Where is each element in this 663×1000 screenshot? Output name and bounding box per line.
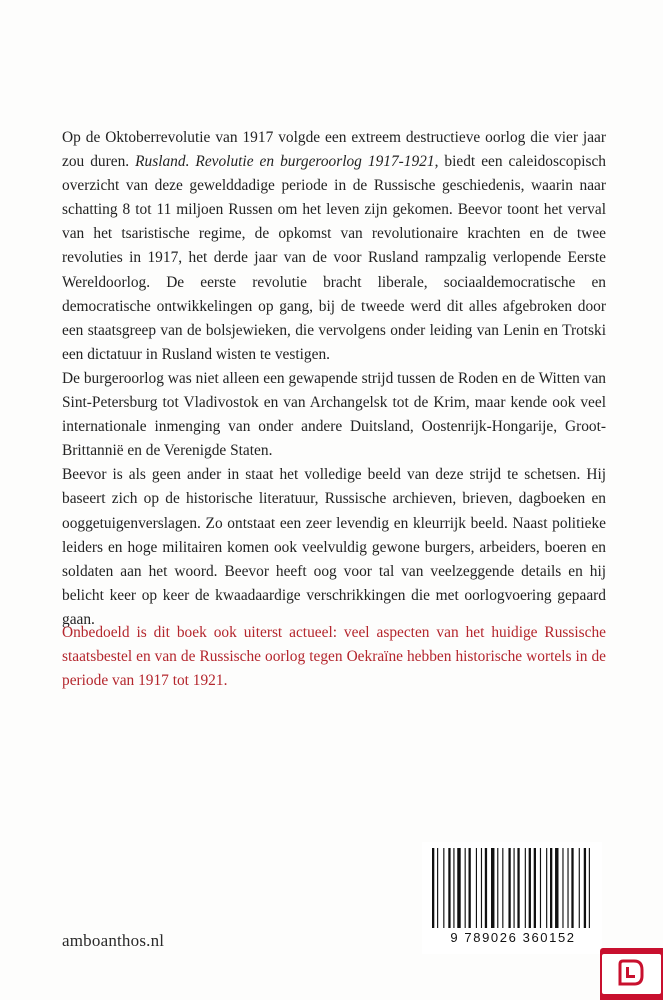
blurb-paragraph-3: Beevor is als geen ander in staat het volledige beeld van deze strijd te schetsen. Hij baseert zich op de historische literatuur, Russische archieven, brieven, dagboeken en ooggetuigenverslagen. Zo ontstaat een zeer levendig en kleurrijk beeld. Naast politieke leiders en hoge militairen komen ook veelvuldig gewone burgers, arbeiders, boeren en soldaten aan het woord. Beevor heeft oog voor tal van veelzeggende details en hij belicht keer op keer de kwaadaardige verschrikkingen die met oorlogvoering gepaard gaan. [62,466,606,628]
barcode-number: 9 789026 360152 [450,930,576,945]
barcode-bar [567,848,568,928]
barcode-bar [481,848,482,928]
watermark-label [602,954,661,994]
barcode-bar [546,848,547,928]
barcode-bar [502,848,503,928]
barcode-bar [525,848,526,928]
barcode-bar [555,848,558,928]
barcode-bar [508,848,510,928]
barcode-bars [422,842,602,932]
book-title-italic: Rusland. Revolutie en burgeroorlog 1917-1921 [135,153,435,171]
barcode-bar [534,848,536,928]
barcode-bar [437,848,438,928]
barcode-bar [540,848,541,928]
barcode-bar [453,848,454,928]
barcode-bar [457,848,460,928]
barcode-bar [571,848,573,928]
highlight-paragraph: Onbedoeld is dit boek ook uiterst actueel: veel aspecten van het huidige Russische staatsbestel en van de Russische oorlog tegen Oekraïne hebben historische wortels in de periode van 1917 tot 1921. [62,624,606,690]
barcode-bar [529,848,531,928]
lastdodo-watermark [600,948,663,1000]
blurb-paragraph-1 [62,126,606,367]
barcode-bar [514,848,515,928]
barcode-bar [584,848,586,928]
barcode-bar [448,848,450,928]
barcode-bar [443,848,444,928]
lastdodo-logo-icon [616,958,646,988]
isbn-barcode [422,842,602,954]
barcode-bar [550,848,552,928]
barcode-bar [517,848,519,928]
barcode-bar [491,848,494,928]
barcode-bar [497,848,498,928]
barcode-bar [562,848,563,928]
blurb-paragraph-2: De burgeroorlog was niet alleen een gewapende strijd tussen de Roden en de Witten van Sint-Petersburg tot Vladivostok en van Archangelsk tot de Krim, maar kende ook veel internationale inmenging van onder andere Duitsland, Oostenrijk-Hongarije, Groot-Brittannië en de Verenigde Staten. [62,369,606,460]
barcode-bar [579,848,580,928]
publisher-url[interactable]: amboanthos.nl [62,931,165,950]
barcode-bar [465,848,466,928]
barcode-bar [589,848,590,928]
highlight-text [62,621,606,693]
barcode-bar [485,848,487,928]
barcode-bar [432,848,434,928]
blurb-text [62,126,606,632]
barcode-bar [476,848,477,928]
blurb-paragraph-1-start: Op de Oktoberrevolutie van 1917 volgde een extreem destructieve oorlog die vier jaar zou duren. [62,129,606,171]
barcode-bar [469,848,471,928]
blurb-paragraph-1-rest: , biedt een caleidoscopisch overzicht van deze gewelddadige periode in de Russische geschiedenis, waarin naar schatting 8 tot 11 miljoen Russen om het leven zijn gekomen. Beevor toont het verval van het tsaristische regime, de opkomst van revolutionaire krachten en de twee revoluties in 1917, het derde jaar van de voor Rusland rampzalig verlopende Eerste Wereldoorlog. De eerste revolutie bracht liberale, sociaaldemocratische en democratische ontwikkelingen op gang, bij de tweede werd dit alles afgebroken door een staatsgreep van de bolsjewieken, die vervolgens onder leiding van Lenin en Trotski een dictatuur in Rusland wisten te vestigen. [62,153,606,363]
